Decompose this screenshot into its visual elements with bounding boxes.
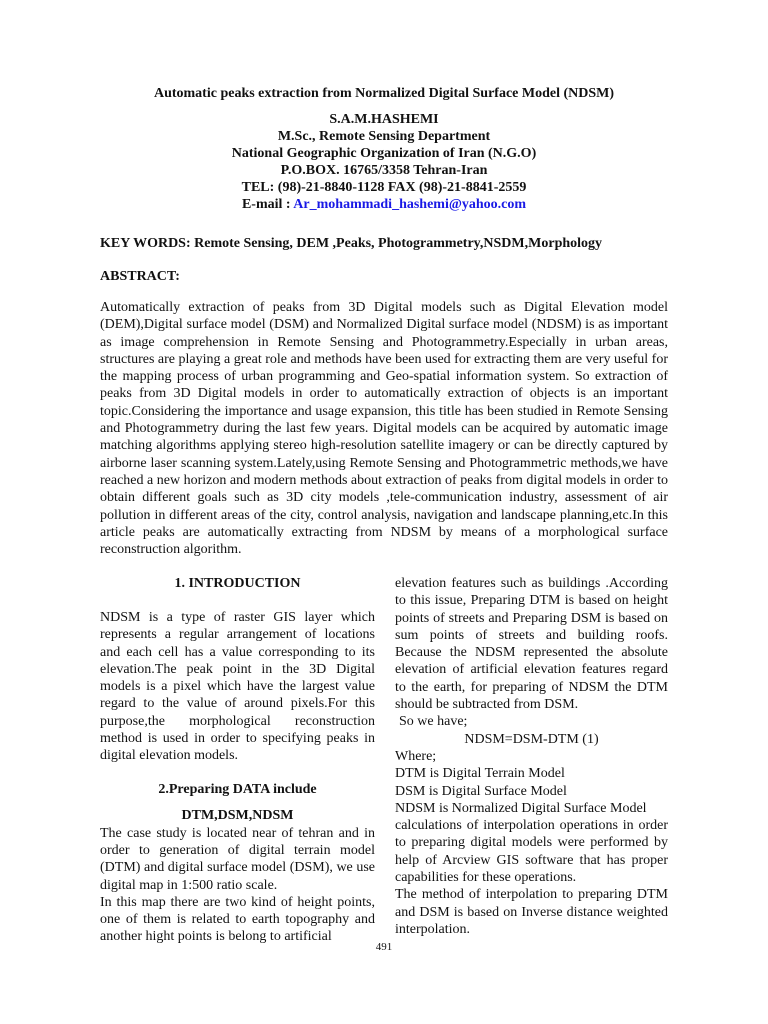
author-phone: TEL: (98)-21-8840-1128 FAX (98)-21-8841-2559: [241, 180, 527, 195]
email-link[interactable]: Ar_mohammadi_hashemi@yahoo.com: [293, 197, 527, 212]
email-label: E-mail :: [241, 197, 294, 212]
definition-dtm: DTM is Digital Terrain Model: [395, 766, 565, 782]
where-label: Where;: [395, 748, 437, 764]
author-address: P.O.BOX. 16765/3358 Tehran-Iran: [280, 163, 488, 178]
data-heading-line2: DTM,DSM,NDSM: [181, 807, 294, 823]
definition-dsm: DSM is Digital Surface Model: [395, 783, 567, 799]
data-heading-line1: 2.Preparing DATA include: [158, 781, 317, 797]
definition-ndsm: NDSM is Normalized Digital Surface Model: [395, 800, 647, 816]
paper-header: [0, 85, 768, 213]
introduction-text: NDSM is a type of raster GIS layer which represents a regular arrangement of locations and each cell has a value corresponding to its elevation.The peak point in the 3D Digital models is a pixel which have the largest value regard to the value of around pixels.For this purpose,the morphological reconstruction method is used in order to specifying peaks in digital elevation models.: [100, 610, 375, 764]
author-organization: National Geographic Organization of Iran (N.G.O): [231, 146, 537, 161]
right-paragraph-2: calculations of interpolation operations in order to preparing digital models were performed by help of Arcview GIS software that has proper capabilities for these operations.: [395, 818, 668, 886]
data-paragraph-1: The case study is located near of tehran and in order to generation of digital terrain model (DTM) and digital surface model (DSM), we use digital map in 1:500 ratio scale.: [100, 825, 375, 893]
right-column: [395, 575, 668, 938]
author-degree: M.Sc., Remote Sensing Department: [277, 129, 491, 144]
abstract-heading: ABSTRACT:: [100, 269, 180, 284]
right-paragraph-3: The method of interpolation to preparing DTM and DSM is based on Inverse distance weighted interpolation.: [395, 887, 668, 937]
so-we-have: So we have;: [399, 714, 468, 730]
left-column: [100, 575, 375, 946]
page-number: 491: [375, 941, 393, 953]
keywords: KEY WORDS: Remote Sensing, DEM ,Peaks, Photogrammetry,NSDM,Morphology: [100, 236, 603, 251]
author-name: S.A.M.HASHEMI: [329, 112, 439, 127]
paper-title: Automatic peaks extraction from Normalized Digital Surface Model (NDSM): [153, 86, 615, 101]
introduction-heading: 1. INTRODUCTION: [174, 576, 301, 591]
author-email-line: [0, 196, 768, 213]
abstract-text: Automatically extraction of peaks from 3D Digital models such as Digital Elevation model (DEM),Digital surface model (DSM) and Normalized Digital surface model (NDSM) is as important as image comprehension in Remote Sensing and Photogrammetry.Especially in urban areas, structures are playing a great role and methods have been used for extracting them are very useful for the mapping process of urban programming and Geo-spatial information system. So extraction of peaks from 3D Digital models in order to automatically extraction of objects is an important topic.Considering the importance and usage expansion, this title has been studied in Remote Sensing and Photogrammetry during the last few years. Digital models can be acquired by automatic image matching algorithms applying stereo high-resolution satellite imagery or can be directly captured by airborne laser scanning system.Lately,using Remote Sensing and Photogrammetric methods,we have reached a new horizon and modern methods about extraction of peaks from digital models in order to obtain different goals such as 3D city models ,tele-communication industry, assessment of air pollution in different areas of the city, control analysis, navigation and landscape planning,etc.In this article peaks are automatically extracting from NDSM by means of a morphological surface reconstruction algorithm.: [100, 300, 668, 558]
equation-ndsm: NDSM=DSM-DTM (1): [464, 731, 599, 747]
right-paragraph-1: elevation features such as buildings .According to this issue, Preparing DTM is based on height points of streets and Preparing DSM is based on sum points of streets and building roofs. Because the NDSM represented the absolute elevation of artificial elevation features regard to the earth, for preparing of NDSM the DTM should be subtracted from DSM.: [395, 576, 668, 713]
data-paragraph-2: In this map there are two kind of height points, one of them is related to earth topography and another hight points is belong to artificial: [100, 894, 375, 945]
